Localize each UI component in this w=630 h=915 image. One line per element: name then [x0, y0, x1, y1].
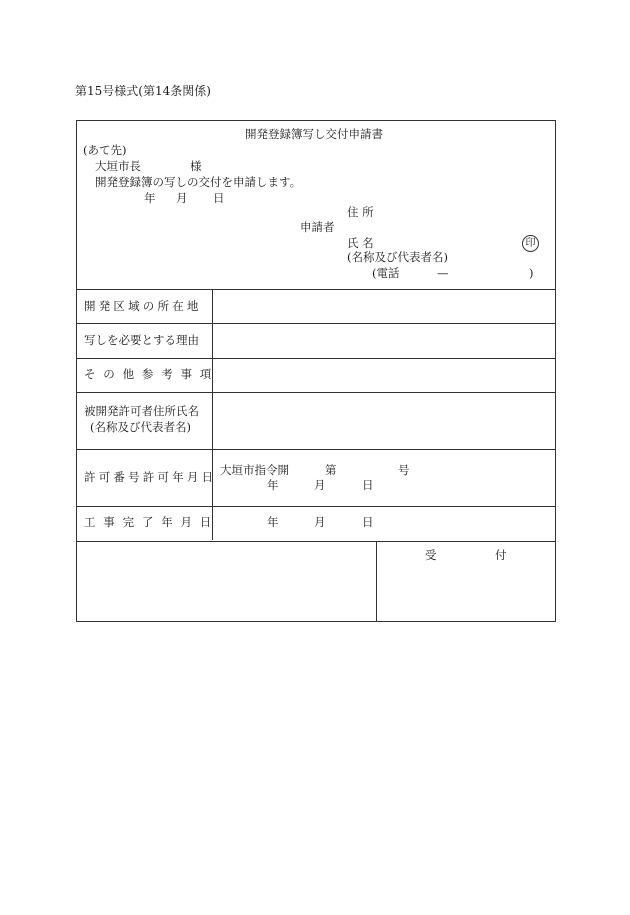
form-number: 第15号様式(第14条関係) [75, 84, 211, 98]
completion-year: 年 [267, 515, 279, 529]
name-note: (名称及び代表者名) [347, 250, 448, 264]
permit-go: 号 [398, 463, 410, 477]
permittee-label-line1: 被開発許可者住所氏名 [84, 404, 199, 418]
permit-label: 許可番号許可年月日 [84, 470, 217, 484]
location-label: 開発区域の所在地 [84, 299, 202, 313]
phone-close: ) [529, 266, 534, 280]
date-month: 月 [176, 191, 188, 205]
request-text: 開発登録簿の写しの交付を申請します。 [95, 175, 302, 189]
permit-prefix: 大垣市指令開 [220, 463, 289, 477]
mayor-name: 大垣市長 [95, 159, 141, 173]
completion-day: 日 [362, 515, 374, 529]
completion-label: 工事完了年月日 [84, 515, 220, 529]
permittee-label-line2: (名称及び代表者名) [90, 420, 191, 434]
completion-month: 月 [314, 515, 326, 529]
phone-label: (電話 [372, 266, 400, 280]
reception-uke: 受 [425, 548, 437, 562]
name-label: 氏 名 [347, 236, 374, 250]
date-year: 年 [144, 191, 156, 205]
seal-mark: 印 [522, 235, 539, 252]
phone-dash: — [437, 266, 449, 280]
permit-dai: 第 [325, 463, 337, 477]
reason-label: 写しを必要とする理由 [84, 333, 199, 347]
applicant-label: 申請者 [300, 220, 335, 234]
permit-year: 年 [267, 478, 279, 492]
permit-month: 月 [314, 478, 326, 492]
other-label: その他参考事項 [84, 367, 220, 381]
reception-section [76, 541, 556, 622]
reception-tsuke: 付 [495, 548, 507, 562]
honorific: 様 [190, 159, 202, 173]
form-title: 開発登録簿写し交付申請書 [245, 127, 383, 141]
addressee-label: (あて先) [83, 143, 127, 157]
permit-day: 日 [362, 478, 374, 492]
date-day: 日 [213, 191, 225, 205]
address-label: 住 所 [347, 205, 374, 219]
